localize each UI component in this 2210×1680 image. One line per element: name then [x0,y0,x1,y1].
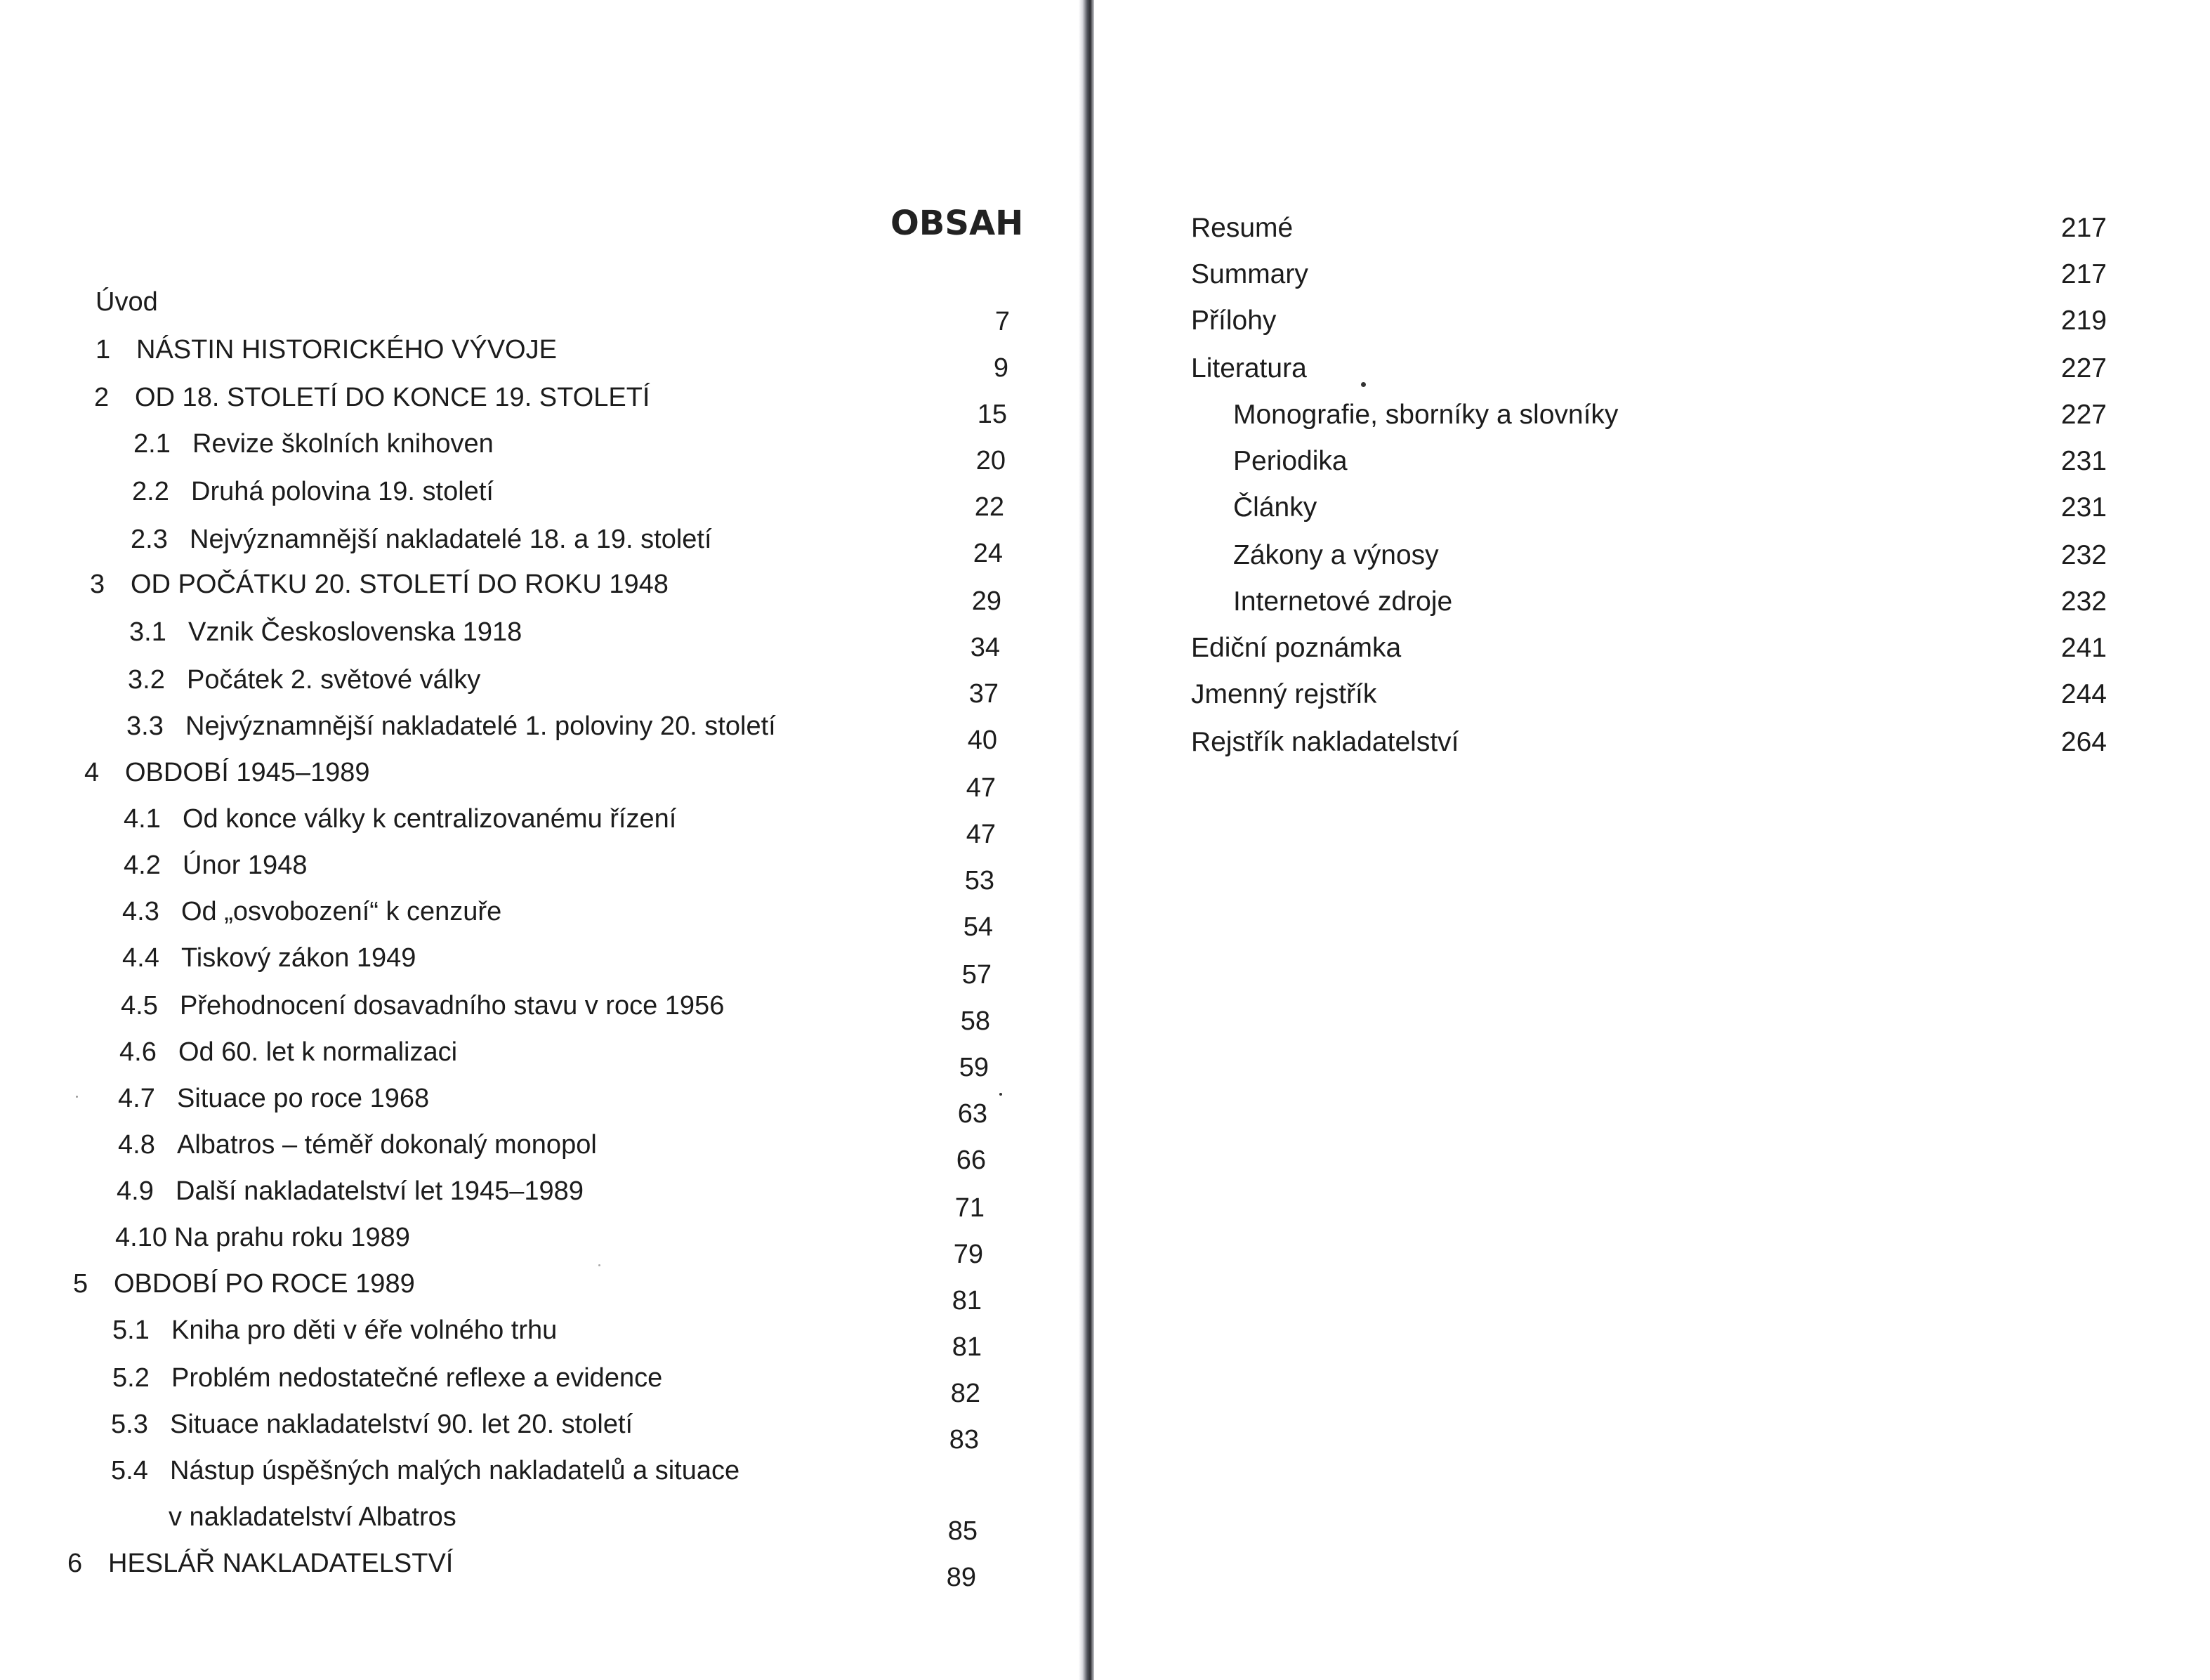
toc-entry-label: Situace nakladatelství 90. let 20. století [170,1410,633,1439]
right-page [1096,0,2210,1680]
toc-entry: Jmenný rejstřík [1191,679,1377,709]
toc-entry-label: Albatros – téměř dokonalý monopol [177,1130,597,1160]
toc-entry: Ediční poznámka [1191,633,1402,663]
toc-entry-label: Od 60. let k normalizaci [178,1037,458,1067]
toc-entry [129,617,522,649]
toc-page-number: 53 [964,866,994,895]
toc-page-number: 241 [2060,633,2107,663]
toc-entry [118,1083,429,1115]
toc-entry-number: 3.1 [129,617,166,647]
toc-entry-label: HESLÁŘ NAKLADATELSTVÍ [108,1549,454,1578]
toc-entry-label: Nejvýznamnější nakladatelé 18. a 19. století [190,525,712,554]
toc-entry [111,1455,739,1488]
scan-speck [999,1093,1002,1096]
toc-page-number: 63 [957,1099,987,1129]
toc-entry-label: Počátek 2. světové války [187,665,481,695]
toc-entry-number: 1 [96,335,111,365]
toc-entry-label: Tiskový zákon 1949 [181,943,416,973]
toc-page-number: 24 [973,539,1003,568]
scan-speck [1361,382,1366,387]
toc-entry [94,382,650,414]
toc-entry [126,711,776,743]
toc-entry-label: Vznik Československa 1918 [188,617,522,647]
toc-entry-number: 5.4 [111,1456,148,1485]
scan-speck [598,1264,600,1266]
toc-entry-number: 2.1 [133,429,171,459]
toc-page-number: 47 [966,820,996,849]
toc-entry-label: Druhá polovina 19. století [191,477,494,506]
toc-subentry: Články [1233,492,1317,523]
toc-page-number: 82 [950,1379,980,1408]
toc-entry-number: 4.6 [119,1037,157,1067]
toc-entry-label: Problém nedostatečné reflexe a evidence [171,1363,663,1393]
toc-entry: Přílohy [1191,306,1277,336]
toc-entry [118,1129,597,1162]
toc-page-number: 231 [2060,446,2107,476]
toc-page-number: 57 [961,960,992,990]
toc-entry [67,1548,453,1580]
toc-entry-number: 4.4 [122,943,159,973]
toc-entry-number: 3.3 [126,711,164,741]
toc-entry [73,1268,415,1301]
toc-entry: Resumé [1191,213,1294,243]
toc-entry-label: Nejvýznamnější nakladatelé 1. poloviny 20. století [185,711,776,741]
toc-page-number: 83 [949,1425,979,1455]
toc-entry [133,428,494,461]
toc-entry-number: 4.9 [117,1176,154,1206]
toc-page-number: 79 [953,1240,983,1269]
toc-page-number: 217 [2060,259,2107,289]
toc-entry-label: Revize školních knihoven [192,429,494,459]
toc-page-number: 219 [2060,306,2107,336]
toc-entry [128,664,480,697]
toc-entry-number: 6 [67,1549,83,1578]
toc-entry-label: Od konce války k centralizovanému řízení [183,804,677,834]
toc-entry [122,943,416,975]
toc-page-number: 231 [2060,492,2107,523]
toc-page-number: 22 [974,492,1004,522]
toc-entry-label: Na prahu roku 1989 [174,1223,410,1252]
toc-entry-number: 3.2 [128,665,165,695]
toc-entry-number: 4.7 [118,1084,155,1113]
toc-page-number: 37 [968,679,999,709]
toc-page-number: 232 [2060,540,2107,570]
book-spine [1079,0,1094,1680]
toc-entry-number: 2.3 [131,525,168,554]
toc-entry [122,896,501,928]
toc-page-number: 40 [967,726,997,755]
toc-page-number: 264 [2060,727,2107,757]
toc-page-number: 89 [946,1563,976,1592]
scan-speck [76,1096,78,1098]
toc-entry [115,1222,410,1254]
toc-entry-label: OBDOBÍ 1945–1989 [125,758,370,787]
toc-page-number: 244 [2060,679,2107,709]
toc-page-number: 7 [994,307,1010,336]
toc-entry-label: OBDOBÍ PO ROCE 1989 [114,1269,415,1299]
toc-entry-number: 4.5 [121,991,158,1021]
toc-page-number: 227 [2060,400,2107,430]
toc-entry-label: Situace po roce 1968 [177,1084,430,1113]
toc-entry-label: Přehodnocení dosavadního stavu v roce 1956 [180,991,725,1021]
toc-page-number: 20 [975,446,1006,475]
toc-subentry: Internetové zdroje [1233,586,1453,617]
toc-entry [124,850,307,882]
toc-page-number: 81 [952,1286,982,1315]
toc-subentry: Monografie, sborníky a slovníky [1233,400,1619,430]
toc-entry-number: 5.3 [111,1410,148,1439]
toc-entry-continuation [169,1502,456,1534]
toc-entry-number: 5 [73,1269,88,1299]
toc-entry: Summary [1191,259,1308,289]
toc-entry-number: 3 [90,570,105,599]
toc-entry-number: 4.10 [115,1223,167,1252]
toc-entry [132,476,494,508]
toc-entry-label: Úvod [96,287,158,317]
toc-entry-label: Kniha pro děti v éře volného trhu [171,1315,558,1345]
toc-entry [112,1363,662,1395]
toc-entry [121,990,724,1023]
toc-entry-label: v nakladatelství Albatros [169,1502,456,1532]
toc-entry-number: 4.2 [124,851,161,880]
toc-page-number: 34 [970,633,1000,662]
toc-subentry: Periodika [1233,446,1348,476]
toc-entry: Literatura [1191,353,1307,383]
toc-page-number: 15 [977,400,1007,429]
toc-entry [131,524,712,556]
toc-entry-number: 2.2 [132,477,169,506]
toc-page-number: 29 [971,586,1001,616]
toc-entry [90,569,669,601]
toc-entry-label: NÁSTIN HISTORICKÉHO VÝVOJE [136,335,557,365]
toc-page-number: 232 [2060,586,2107,617]
toc-page-number: 58 [960,1006,990,1036]
toc-entry-number: 5.2 [112,1363,150,1393]
toc-entry-label: Únor 1948 [183,851,308,880]
toc-page-number: 9 [993,353,1008,383]
toc-entry-number: 4.3 [122,897,159,926]
toc-entry [96,334,557,367]
toc-entry-number: 5.1 [112,1315,150,1345]
toc-page-number: 54 [963,912,993,942]
toc-entry-number: 4.1 [124,804,161,834]
toc-page-number: 85 [947,1516,978,1546]
toc-page-number: 71 [954,1193,985,1223]
toc-entry-label: Nástup úspěšných malých nakladatelů a situace [170,1456,740,1485]
toc-subentry: Zákony a výnosy [1233,540,1439,570]
toc-page-number: 227 [2060,353,2107,383]
toc-entry [111,1409,633,1441]
toc-entry [119,1037,457,1069]
toc-entry-label: Od „osvobození“ k cenzuře [181,897,502,926]
toc-entry-label: OD 18. STOLETÍ DO KONCE 19. STOLETÍ [135,383,650,412]
toc-page-number: 81 [952,1332,982,1362]
toc-page-number: 66 [956,1146,986,1175]
toc-entry-number: 4.8 [118,1130,155,1160]
toc-entry [117,1176,584,1208]
toc-entry [84,757,370,789]
toc-entry-label: OD POČÁTKU 20. STOLETÍ DO ROKU 1948 [131,570,669,599]
toc-entry-number: 2 [94,383,110,412]
toc-page-number: 47 [966,773,996,803]
toc-entry [124,803,676,836]
toc-page-number: 59 [959,1053,989,1082]
toc-entry: Rejstřík nakladatelství [1191,727,1459,757]
toc-entry [112,1315,557,1347]
toc-entry [96,287,158,319]
toc-entry-label: Další nakladatelství let 1945–1989 [176,1176,584,1206]
toc-entry-number: 4 [84,758,100,787]
toc-page-number: 217 [2060,213,2107,243]
page-title: OBSAH [890,204,1024,243]
left-page [0,0,1081,1680]
